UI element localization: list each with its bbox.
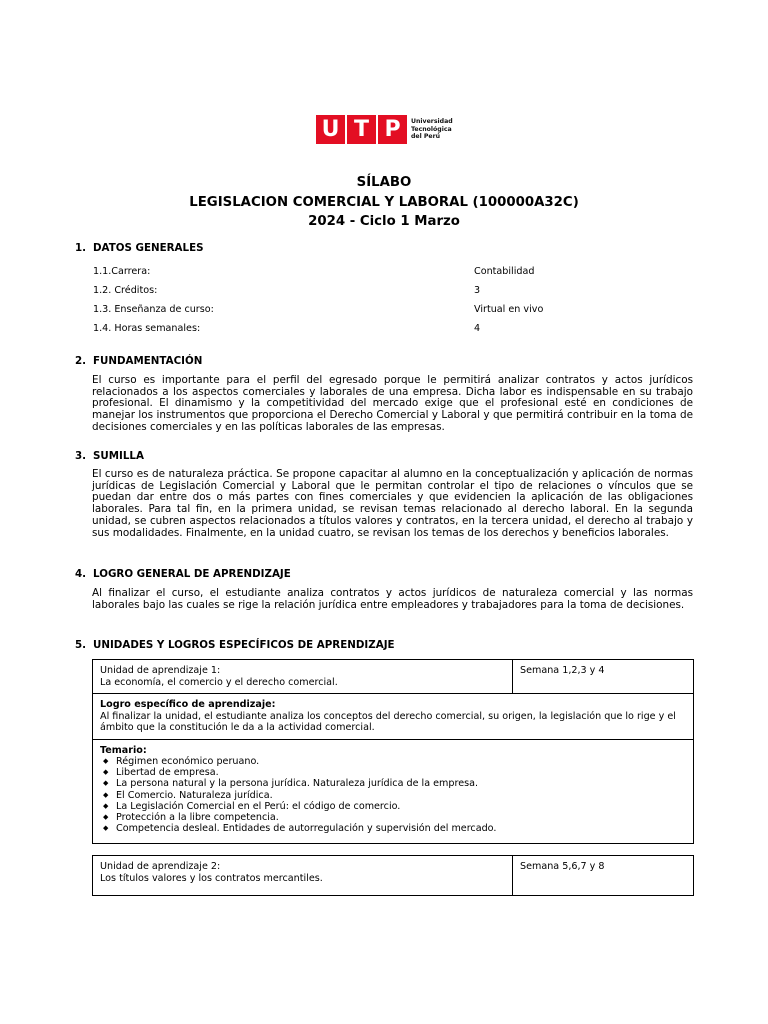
title-cycle: 2024 - Ciclo 1 Marzo bbox=[308, 214, 460, 229]
section-heading-sumilla bbox=[75, 450, 144, 462]
section-number: 1. bbox=[75, 242, 87, 254]
unit-description: Los títulos valores y los contratos mercantiles. bbox=[100, 872, 323, 884]
section-heading-logro-general bbox=[75, 568, 291, 580]
list-item: ◆ La persona natural y la persona jurídica. Naturaleza jurídica de la empresa. bbox=[116, 778, 686, 789]
section-title: SUMILLA bbox=[93, 450, 144, 462]
unit-1-temario-cell bbox=[93, 740, 693, 844]
unit-1-logro-cell bbox=[93, 694, 693, 739]
datos-label: 1.3. Enseñanza de curso: bbox=[93, 304, 214, 315]
temario-list bbox=[100, 756, 686, 834]
list-item: ◆ Protección a la libre competencia. bbox=[116, 812, 686, 823]
unit-1-logro-row bbox=[93, 693, 693, 739]
datos-value: Virtual en vivo bbox=[474, 304, 544, 315]
datos-label: 1.4. Horas semanales: bbox=[93, 323, 201, 334]
unit-description: La economía, el comercio y el derecho comercial. bbox=[100, 676, 338, 688]
list-item: ◆ Competencia desleal. Entidades de autorregulación y supervisión del mercado. bbox=[116, 823, 686, 834]
title-course: LEGISLACION COMERCIAL Y LABORAL (100000A32C) bbox=[189, 194, 579, 210]
section-heading-datos-generales bbox=[75, 242, 204, 254]
list-item: ◆ La Legislación Comercial en el Perú: el código de comercio. bbox=[116, 801, 686, 812]
logo-text-line: Tecnológica bbox=[411, 125, 452, 133]
section-number: 4. bbox=[75, 568, 87, 580]
section-title: UNIDADES Y LOGROS ESPECÍFICOS DE APRENDIZAJE bbox=[93, 639, 395, 651]
datos-label: 1.2. Créditos: bbox=[93, 285, 158, 296]
section-heading-unidades bbox=[75, 639, 395, 651]
unit-2-table bbox=[92, 855, 694, 896]
unit-heading: Unidad de aprendizaje 1: bbox=[100, 665, 221, 676]
logo-wordmark bbox=[411, 118, 453, 140]
section-heading-fundamentacion bbox=[75, 355, 202, 367]
section-title: FUNDAMENTACIÓN bbox=[93, 355, 203, 367]
unit-1-header-row bbox=[93, 660, 693, 693]
logo-letter-u: U bbox=[316, 115, 345, 144]
unit-1-table bbox=[92, 659, 694, 844]
fundamentacion-text: El curso es importante para el perfil del egresado porque le permitirá analizar contratos y actos jurídicos relacionados a los aspectos comerciales y laborales de una empresa. Dicha labor es indispensable en su trabajo profesional. El dinamismo y la competitividad del mercado exige que el profesional esté en condiciones de manejar los instrumentos que proporciona el Derecho Comercial y Laboral y que permitirá contribuir en la toma de decisiones comerciales y en las políticas laborales de las empresas. bbox=[92, 374, 693, 433]
utp-logo bbox=[316, 115, 453, 144]
unit-1-weeks-cell bbox=[513, 660, 693, 693]
logo-text-line: del Perú bbox=[411, 133, 441, 141]
section-number: 2. bbox=[75, 355, 87, 367]
datos-value: Contabilidad bbox=[474, 266, 535, 277]
datos-value: 3 bbox=[474, 285, 481, 296]
title-silabo: SÍLABO bbox=[356, 175, 412, 190]
logo-letter-t: T bbox=[347, 115, 376, 144]
logo-letter-p: P bbox=[378, 115, 407, 144]
temario-heading: Temario: bbox=[100, 744, 147, 756]
unit-weeks: Semana 5,6,7 y 8 bbox=[520, 861, 605, 872]
logro-text: Al finalizar la unidad, el estudiante analiza los conceptos del derecho comercial, su origen, la legislación que lo rige y el ámbito que la constitución le da a la actividad comercial. bbox=[100, 710, 676, 733]
section-title: DATOS GENERALES bbox=[93, 242, 204, 254]
list-item: ◆ Libertad de empresa. bbox=[116, 767, 686, 778]
logo-text-line: Universidad bbox=[411, 118, 453, 126]
logro-heading: Logro específico de aprendizaje: bbox=[100, 699, 276, 710]
unit-2-header-row bbox=[93, 856, 693, 895]
datos-label: 1.1.Carrera: bbox=[93, 266, 151, 277]
document-title bbox=[0, 173, 768, 232]
sumilla-text: El curso es de naturaleza práctica. Se propone capacitar al alumno en la conceptualización y aplicación de normas jurídicas de Legislación Comercial y Laboral que le permitan controlar el tipo de relaciones o vínculos que se puedan dar entre dos o más partes con fines comerciales y que evidencien la aplicación de las obligaciones laborales. Para tal fin, en la primera unidad, se revisan temas relacionado al derecho laboral. En la segunda unidad, se cubren aspectos relacionados a títulos valores y contratos, en la tercera unidad, el derecho al trabajo y sus modalidades. Finalmente, en la unidad cuatro, se revisan los temas de los derechos y beneficios laborales. bbox=[92, 468, 693, 539]
unit-2-title-cell bbox=[93, 856, 513, 895]
section-title: LOGRO GENERAL DE APRENDIZAJE bbox=[93, 568, 291, 580]
list-item: ◆ El Comercio. Naturaleza jurídica. bbox=[116, 790, 686, 801]
logro-general-text: Al finalizar el curso, el estudiante analiza contratos y actos jurídicos de naturaleza comercial y las normas laborales bajo las cuales se rige la relación jurídica entre empleadores y trabajadores para la toma de decisiones. bbox=[92, 587, 693, 611]
unit-2-weeks-cell bbox=[513, 856, 693, 895]
logo-letters bbox=[316, 115, 409, 144]
list-item: ◆ Régimen económico peruano. bbox=[116, 756, 686, 767]
unit-heading: Unidad de aprendizaje 2: bbox=[100, 861, 221, 872]
section-number: 3. bbox=[75, 450, 87, 462]
unit-1-temario-row bbox=[93, 739, 693, 844]
datos-value: 4 bbox=[474, 323, 481, 334]
unit-1-title-cell bbox=[93, 660, 513, 693]
unit-weeks: Semana 1,2,3 y 4 bbox=[520, 665, 605, 676]
section-number: 5. bbox=[75, 639, 87, 651]
